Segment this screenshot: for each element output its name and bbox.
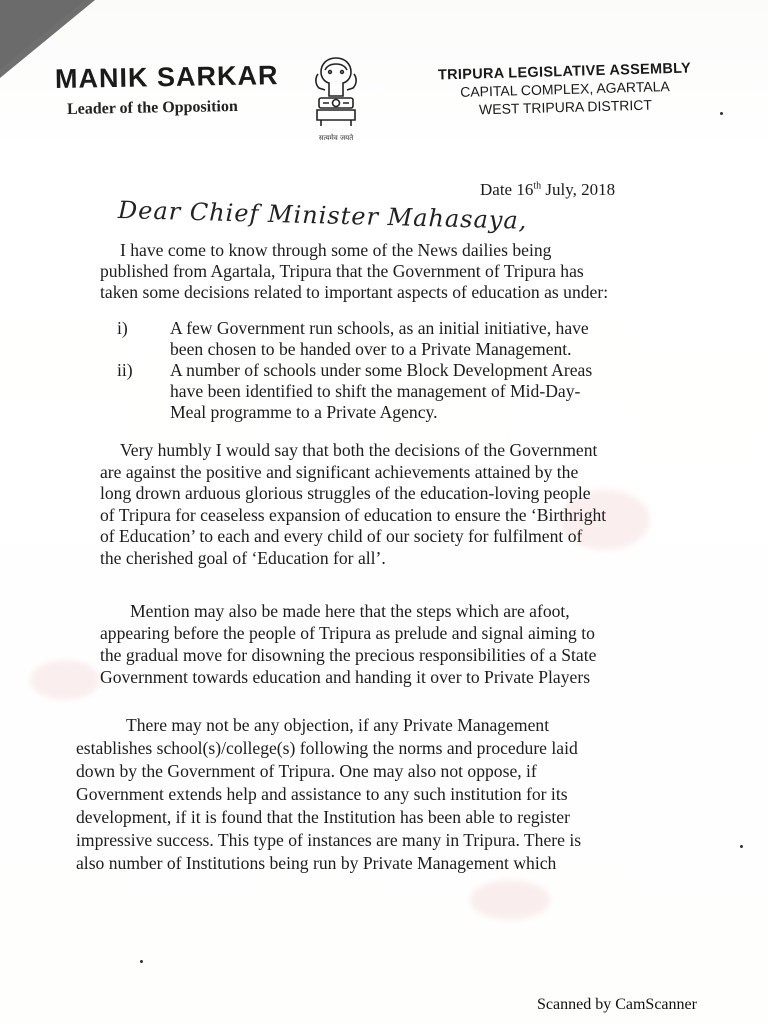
text-line: been chosen to be handed over to a Private Management. (170, 339, 572, 359)
text-line: down by the Government of Tripura. One may also not oppose, if (76, 761, 537, 781)
paragraph-objection (76, 714, 646, 875)
text-line: have been identified to shift the management of Mid-Day- (170, 381, 581, 401)
text-line: the cherished goal of ‘Education for all’. (100, 547, 386, 568)
list-number: ii) (117, 360, 133, 380)
date-suffix: th (533, 180, 542, 192)
date-day: Date 16 (480, 180, 534, 199)
letter-date (480, 180, 615, 200)
text-line: There may not be any objection, if any Private Management (126, 715, 550, 735)
speck (720, 112, 723, 115)
intro-paragraph (100, 240, 645, 303)
assembly-address-line1: CAPITAL COMPLEX, AGARTALA (460, 78, 670, 100)
text-line: of Education’ to each and every child of our society for fulfilment of (100, 526, 583, 547)
paragraph-decisions (100, 440, 645, 570)
text-line: Government towards education and handing it over to Private Players (100, 667, 591, 687)
speck (740, 845, 743, 848)
date-month-year: July, 2018 (541, 180, 616, 199)
emblem-motto: सत्यमेव जयते (318, 134, 354, 142)
text-line: are against the positive and significant achievements attained by the (100, 461, 579, 482)
state-emblem (305, 50, 367, 148)
lion-capital-icon (305, 50, 367, 148)
text-line: of Tripura for ceaseless expansion of education to ensure the ‘Birthright (100, 504, 607, 525)
text-line: I have come to know through some of the News dailies being (120, 240, 552, 260)
scanner-watermark: Scanned by CamScanner (537, 996, 697, 1013)
stain (470, 880, 550, 920)
list-number: i) (117, 318, 128, 338)
text-line: A few Government run schools, as an initial initiative, have (170, 318, 589, 338)
speck (140, 960, 143, 963)
letterhead-right (409, 60, 720, 121)
text-line: the gradual move for disowning the precious responsibilities of a State (100, 645, 597, 665)
text-line: also number of Institutions being run by Private Management which (76, 853, 557, 873)
handwritten-salutation: Dear Chief Minister Mahasaya, (117, 196, 528, 235)
text-line: Very humbly I would say that both the decisions of the Government (120, 440, 598, 460)
paragraph-mention (100, 600, 645, 688)
text-line: A number of schools under some Block Development Areas (170, 360, 593, 380)
sender-name: MANIK SARKAR (54, 60, 279, 94)
letterhead-left (54, 60, 290, 118)
text-line: impressive success. This type of instances are many in Tripura. There is (76, 830, 582, 850)
assembly-address-line2: WEST TRIPURA DISTRICT (478, 96, 653, 118)
text-line: Mention may also be made here that the steps which are afoot, (130, 601, 570, 621)
stain (30, 660, 100, 700)
text-line: taken some decisions related to important aspects of education as under: (100, 282, 609, 302)
text-line: Meal programme to a Private Agency. (170, 402, 438, 422)
text-line: development, if it is found that the Institution has been able to register (76, 807, 570, 827)
text-line: appearing before the people of Tripura as prelude and signal aiming to (100, 623, 595, 643)
assembly-name: TRIPURA LEGISLATIVE ASSEMBLY (437, 60, 692, 84)
text-line: Government extends help and assistance to any such institution for its (76, 784, 568, 804)
sender-role: Leader of the Opposition (66, 97, 238, 118)
text-line: published from Agartala, Tripura that the Government of Tripura has (100, 261, 584, 281)
text-line: long drown arduous glorious struggles of the education-loving people (100, 483, 591, 504)
text-line: establishes school(s)/college(s) following the norms and procedure laid (76, 738, 578, 758)
